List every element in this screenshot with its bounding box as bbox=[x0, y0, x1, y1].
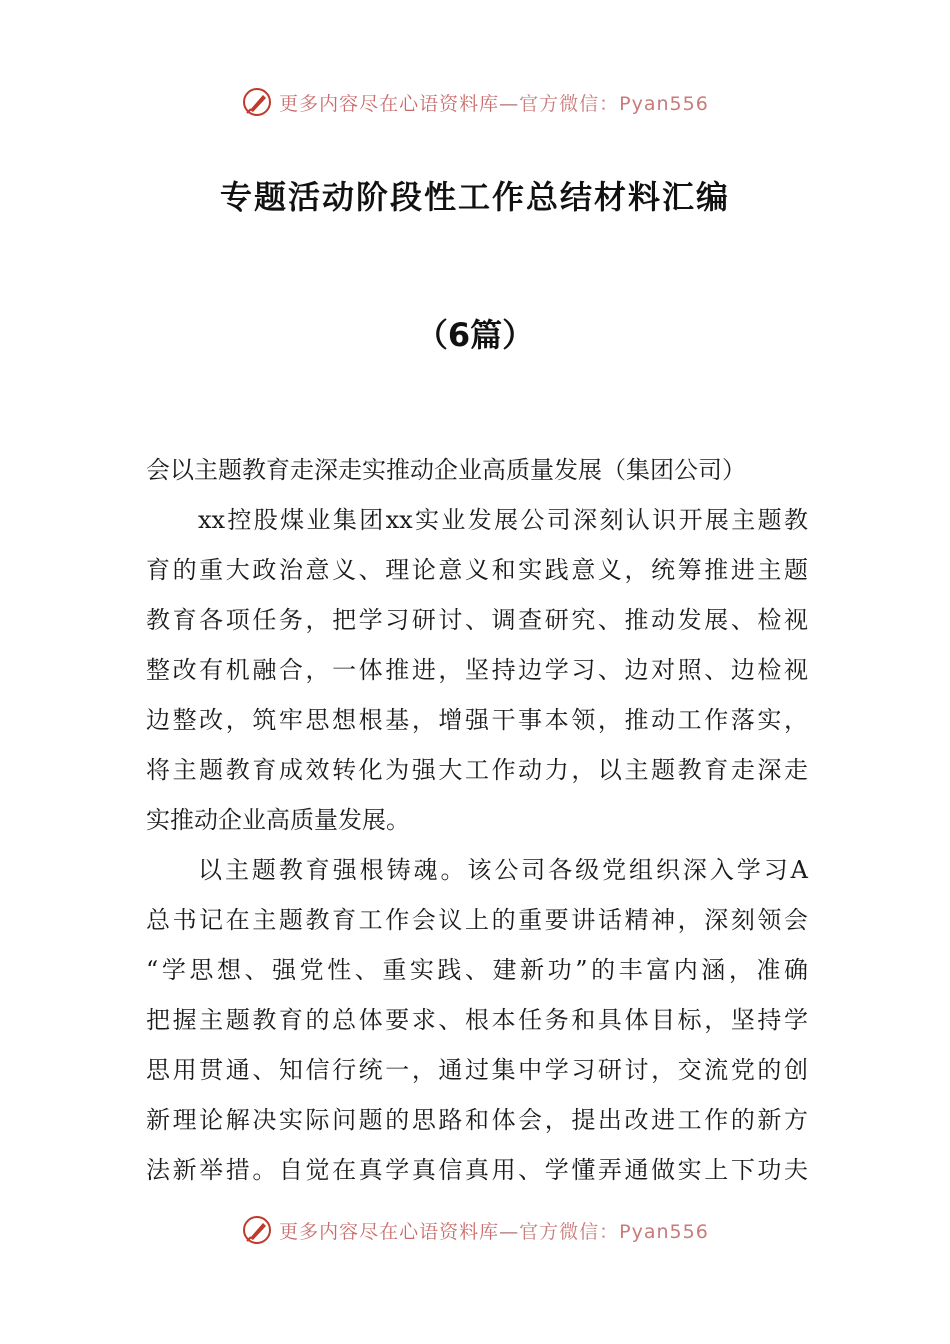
pen-logo-icon bbox=[241, 86, 273, 118]
banner-wechat: 官方微信：Pyan556 bbox=[519, 92, 709, 115]
banner-wechat: 官方微信：Pyan556 bbox=[519, 1220, 709, 1243]
footer-banner bbox=[0, 1210, 950, 1250]
header-banner bbox=[0, 82, 950, 122]
paragraph-line: 整改有机融合，一体推进，坚持边学习、边对照、边检视 bbox=[146, 656, 808, 684]
paragraph-line: 育的重大政治意义、理论意义和实践意义，统筹推进主题 bbox=[146, 556, 808, 584]
paragraph-line: 以主题教育强根铸魂。该公司各级党组织深入学习A bbox=[198, 856, 808, 884]
banner-sep: — bbox=[499, 1220, 520, 1243]
document-subtitle: （6篇） bbox=[415, 316, 535, 354]
section-heading: 会以主题教育走深走实推动企业高质量发展（集团公司） bbox=[146, 456, 746, 484]
paragraph-line: 把握主题教育的总体要求、根本任务和具体目标，坚持学 bbox=[146, 1006, 808, 1034]
paragraph-line: “学思想、强党性、重实践、建新功”的丰富内涵，准确 bbox=[146, 956, 808, 984]
paragraph-line: 教育各项任务，把学习研讨、调查研究、推动发展、检视 bbox=[146, 606, 808, 634]
paragraph-line: 新理论解决实际问题的思路和体会，提出改进工作的新方 bbox=[146, 1106, 808, 1134]
paragraph-line: 将主题教育成效转化为强大工作动力，以主题教育走深走 bbox=[146, 756, 808, 784]
paragraph-line: xx控股煤业集团xx实业发展公司深刻认识开展主题教 bbox=[198, 506, 808, 534]
paragraph-line: 实推动企业高质量发展。 bbox=[146, 806, 410, 834]
banner-main: 更多内容尽在心语资料库 bbox=[279, 92, 500, 115]
paragraph-line: 思用贯通、知信行统一，通过集中学习研讨，交流党的创 bbox=[146, 1056, 808, 1084]
document-title: 专题活动阶段性工作总结材料汇编 bbox=[219, 178, 730, 216]
banner-sep: — bbox=[499, 92, 520, 115]
paragraph-line: 总书记在主题教育工作会议上的重要讲话精神，深刻领会 bbox=[146, 906, 808, 934]
paragraph-line: 法新举措。自觉在真学真信真用、学懂弄通做实上下功夫 bbox=[146, 1156, 808, 1184]
banner-text bbox=[279, 1217, 709, 1244]
document-body bbox=[146, 445, 808, 1195]
paragraph-line: 边整改，筑牢思想根基，增强干事本领，推动工作落实， bbox=[146, 706, 808, 734]
banner-main: 更多内容尽在心语资料库 bbox=[279, 1220, 500, 1243]
banner-text bbox=[279, 89, 709, 116]
pen-logo-icon bbox=[241, 1214, 273, 1246]
